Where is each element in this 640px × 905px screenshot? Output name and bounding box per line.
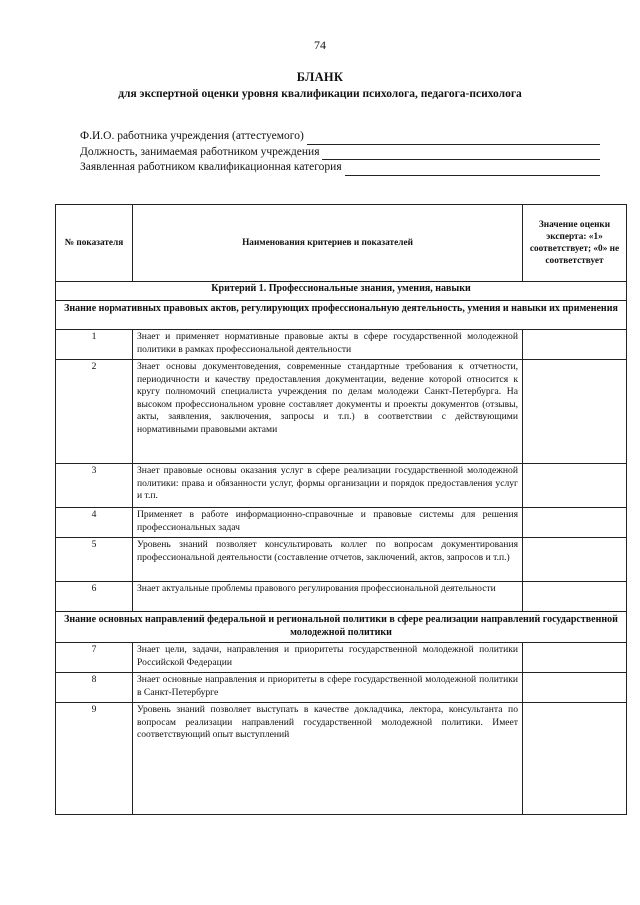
group-row xyxy=(56,612,627,643)
group-1-title: Знание нормативных правовых актов, регулирующих профессиональную деятельность, умения и навыки их применения xyxy=(56,301,627,330)
row-criterion-text: Знает и применяет нормативные правовые акты в сфере государственной молодежной политики в рамках профессиональной деятельности xyxy=(133,330,523,360)
group-row xyxy=(56,301,627,330)
group-2-title: Знание основных направлений федеральной и региональной политики в сфере реализации направлений государственной молодежной политики xyxy=(56,612,627,643)
header-value: Значение оценки эксперта: «1» соответствует; «0» не соответствует xyxy=(523,205,627,282)
row-value-cell[interactable] xyxy=(523,538,627,582)
row-criterion-text: Применяет в работе информационно-справочные и правовые системы для решения профессиональных задач xyxy=(133,508,523,538)
qualification-category-field[interactable] xyxy=(80,160,600,176)
row-criterion-text: Знает актуальные проблемы правового регулирования профессиональной деятельности xyxy=(133,582,523,612)
table-row xyxy=(56,508,627,538)
row-value-cell[interactable] xyxy=(523,703,627,815)
row-number: 4 xyxy=(56,508,133,538)
row-value-cell[interactable] xyxy=(523,508,627,538)
row-criterion-text: Знает основные направления и приоритеты в сфере государственной молодежной политики в Санкт-Петербурге xyxy=(133,673,523,703)
table-row xyxy=(56,538,627,582)
employee-name-field[interactable] xyxy=(80,129,600,145)
row-number: 9 xyxy=(56,703,133,815)
row-number: 7 xyxy=(56,643,133,673)
employee-position-line[interactable] xyxy=(322,148,600,160)
page-number: 74 xyxy=(314,38,326,52)
row-number: 2 xyxy=(56,360,133,464)
row-number: 6 xyxy=(56,582,133,612)
row-value-cell[interactable] xyxy=(523,360,627,464)
criteria-table xyxy=(55,204,627,815)
row-criterion-text: Знает правовые основы оказания услуг в сфере реализации государственной молодежной политики: права и обязанности услуг, формы организации и порядок предоставления услуг и т.п. xyxy=(133,464,523,508)
row-number: 3 xyxy=(56,464,133,508)
employee-fields xyxy=(80,129,600,176)
header-number: № показателя xyxy=(56,205,133,282)
qualification-category-label: Заявленная работником квалификационная категория xyxy=(80,161,342,173)
form-subtitle: для экспертной оценки уровня квалификации психолога, педагога-психолога xyxy=(118,88,522,100)
row-criterion-text: Знает основы документоведения, современные стандартные требования к отчетности, периодичности и качеству предоставления документации, ведение которой относится к кругу полномочий специалиста учреждения по делам молодежи Санкт-Петербурга. На высоком профессиональном уровне составляет документы и проекты документов (отзывы, акты, заявления, заключения, запросы и т.п.) в соответствии с действующими нормативными правовыми актами xyxy=(133,360,523,464)
row-value-cell[interactable] xyxy=(523,643,627,673)
row-number: 5 xyxy=(56,538,133,582)
row-value-cell[interactable] xyxy=(523,330,627,360)
table-row xyxy=(56,582,627,612)
row-criterion-text: Уровень знаний позволяет консультировать коллег по вопросам документирования профессиональной деятельности (составление отчетов, заключений, актов, запросов и т.п.) xyxy=(133,538,523,582)
employee-name-label: Ф.И.О. работника учреждения (аттестуемого) xyxy=(80,130,304,142)
row-value-cell[interactable] xyxy=(523,582,627,612)
row-value-cell[interactable] xyxy=(523,464,627,508)
employee-name-line[interactable] xyxy=(307,133,600,145)
table-row xyxy=(56,464,627,508)
table-header-row xyxy=(56,205,627,282)
row-value-cell[interactable] xyxy=(523,673,627,703)
table-row xyxy=(56,643,627,673)
table-row xyxy=(56,360,627,464)
criterion-row xyxy=(56,282,627,301)
table-row xyxy=(56,673,627,703)
table-row xyxy=(56,703,627,815)
header-criteria: Наименования критериев и показателей xyxy=(133,205,523,282)
qualification-category-line[interactable] xyxy=(345,164,600,176)
row-criterion-text: Знает цели, задачи, направления и приоритеты государственной молодежной политики Российской Федерации xyxy=(133,643,523,673)
criterion-1-title: Критерий 1. Профессиональные знания, умения, навыки xyxy=(56,282,627,301)
row-number: 8 xyxy=(56,673,133,703)
form-title: БЛАНК xyxy=(296,70,344,84)
employee-position-field[interactable] xyxy=(80,145,600,161)
row-criterion-text: Уровень знаний позволяет выступать в качестве докладчика, лектора, консультанта по вопросам реализации направлений государственной молодежной политики. Имеет соответствующий опыт выступлений xyxy=(133,703,523,815)
table-row xyxy=(56,330,627,360)
employee-position-label: Должность, занимаемая работником учреждения xyxy=(80,145,320,158)
row-number: 1 xyxy=(56,330,133,360)
